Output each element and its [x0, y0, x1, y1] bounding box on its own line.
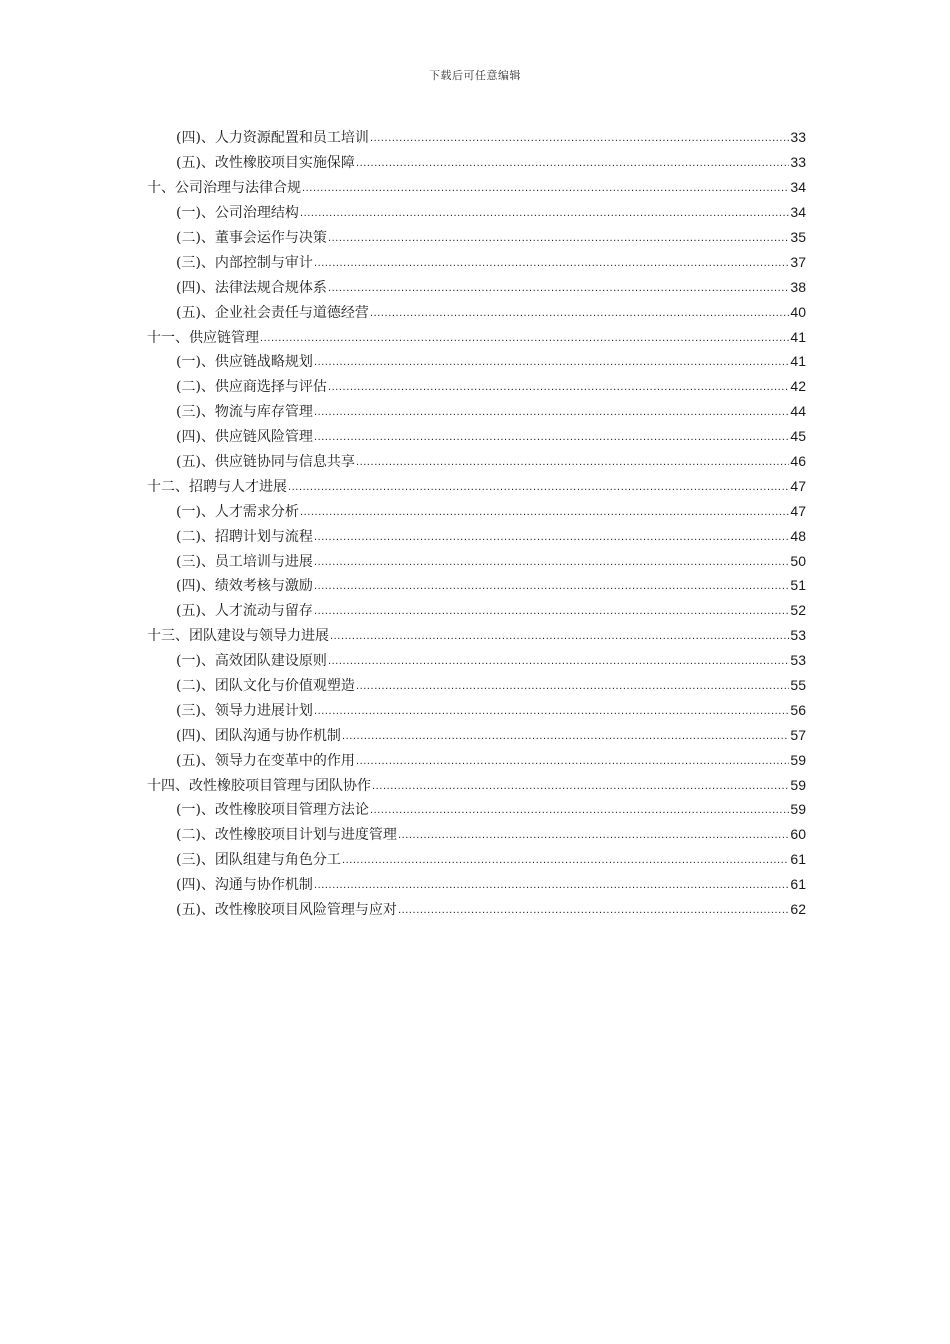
toc-page-number: 55	[790, 677, 806, 694]
toc-dot-leader	[356, 158, 789, 172]
toc-section-entry[interactable]	[147, 872, 806, 897]
toc-page-number: 34	[790, 204, 806, 221]
toc-entry-title: (一)、公司治理结构	[176, 205, 299, 222]
toc-page-number: 57	[790, 726, 806, 743]
toc-page-number: 61	[790, 851, 806, 868]
toc-dot-leader	[314, 581, 789, 595]
toc-section-entry[interactable]	[147, 598, 806, 623]
toc-section-entry[interactable]	[147, 697, 806, 722]
toc-section-entry[interactable]	[147, 225, 806, 250]
toc-section-entry[interactable]	[147, 648, 806, 673]
toc-page-number: 50	[790, 552, 806, 569]
toc-dot-leader	[328, 382, 789, 396]
toc-entry-title: 十、公司治理与法律合规	[147, 180, 301, 197]
toc-section-entry[interactable]	[147, 847, 806, 872]
toc-entry-title: (一)、人才需求分析	[176, 503, 299, 520]
toc-page-number: 41	[790, 328, 806, 345]
toc-entry-title: (四)、团队沟通与协作机制	[176, 727, 341, 744]
toc-entry-title: (二)、改性橡胶项目计划与进度管理	[176, 827, 397, 844]
toc-page-number: 38	[790, 278, 806, 295]
toc-section-entry[interactable]	[147, 722, 806, 747]
toc-entry-title: 十三、团队建设与领导力进展	[147, 628, 329, 645]
toc-page-number: 34	[790, 179, 806, 196]
toc-page-number: 60	[790, 826, 806, 843]
toc-page-number: 47	[790, 502, 806, 519]
toc-entry-title: 十一、供应链管理	[147, 329, 259, 346]
toc-dot-leader	[342, 855, 789, 869]
toc-section-entry[interactable]	[147, 299, 806, 324]
toc-entry-title: (二)、董事会运作与决策	[176, 230, 327, 246]
toc-page-number: 44	[790, 403, 806, 420]
toc-entry-title: (四)、供应链风险管理	[176, 429, 313, 446]
toc-page-number: 56	[790, 701, 806, 718]
toc-dot-leader	[372, 781, 789, 795]
toc-entry-title: 十四、改性橡胶项目管理与团队协作	[147, 777, 371, 794]
toc-dot-leader	[288, 482, 789, 496]
toc-entry-title: (三)、内部控制与审计	[176, 254, 313, 271]
toc-dot-leader	[356, 756, 789, 770]
toc-section-entry[interactable]	[147, 548, 806, 573]
toc-page-number: 51	[790, 577, 806, 594]
toc-section-entry[interactable]	[147, 747, 806, 772]
toc-dot-leader	[356, 457, 789, 471]
toc-page-number: 35	[790, 229, 806, 245]
toc-section-entry[interactable]	[147, 573, 806, 598]
toc-chapter-entry[interactable]	[147, 623, 806, 648]
toc-dot-leader	[314, 432, 789, 446]
toc-page-number: 59	[790, 801, 806, 818]
toc-section-entry[interactable]	[147, 797, 806, 822]
toc-entry-title: (五)、改性橡胶项目实施保障	[176, 155, 355, 172]
toc-chapter-entry[interactable]	[147, 473, 806, 498]
toc-dot-leader	[328, 656, 789, 670]
toc-dot-leader	[314, 407, 789, 421]
toc-dot-leader	[370, 805, 789, 819]
toc-page-number: 53	[790, 627, 806, 644]
toc-dot-leader	[314, 606, 789, 620]
toc-dot-leader	[314, 706, 789, 720]
toc-entry-title: (三)、物流与库存管理	[176, 404, 313, 421]
toc-section-entry[interactable]	[147, 274, 806, 299]
toc-chapter-entry[interactable]	[147, 324, 806, 349]
toc-dot-leader	[302, 183, 789, 197]
toc-section-entry[interactable]	[147, 349, 806, 374]
toc-entry-title: (四)、法律法规合规体系	[176, 279, 327, 296]
toc-page-number: 42	[790, 378, 806, 395]
toc-page-number: 40	[790, 303, 806, 320]
toc-section-entry[interactable]	[147, 897, 806, 922]
toc-entry-title: (三)、员工培训与进展	[176, 553, 313, 570]
toc-entry-title: 十二、招聘与人才进展	[147, 478, 287, 495]
page-header-note: 下载后可任意编辑	[429, 69, 521, 82]
toc-section-entry[interactable]	[147, 673, 806, 698]
toc-entry-title: (四)、绩效考核与激励	[176, 578, 313, 595]
toc-page-number: 41	[790, 353, 806, 370]
toc-entry-title: (二)、团队文化与价值观塑造	[176, 678, 355, 695]
toc-page-number: 33	[790, 129, 806, 146]
toc-page-number: 33	[790, 154, 806, 171]
toc-dot-leader	[328, 233, 789, 247]
toc-page-number: 46	[790, 453, 806, 470]
toc-dot-leader	[342, 731, 789, 745]
toc-page-number: 52	[790, 602, 806, 619]
toc-dot-leader	[314, 880, 789, 894]
toc-dot-leader	[300, 507, 789, 521]
toc-page-number: 62	[790, 901, 806, 918]
toc-page-number: 59	[790, 751, 806, 768]
toc-dot-leader	[398, 905, 789, 919]
toc-entry-title: (二)、招聘计划与流程	[176, 528, 313, 545]
toc-section-entry[interactable]	[147, 374, 806, 399]
toc-section-entry[interactable]	[147, 399, 806, 424]
toc-entry-title: (五)、领导力在变革中的作用	[176, 752, 355, 769]
toc-entry-title: (五)、供应链协同与信息共享	[176, 454, 355, 471]
toc-section-entry[interactable]	[147, 498, 806, 523]
toc-dot-leader	[330, 631, 789, 645]
toc-dot-leader	[314, 258, 789, 272]
toc-dot-leader	[356, 681, 789, 695]
toc-dot-leader	[370, 308, 789, 322]
toc-page-number: 48	[790, 527, 806, 544]
toc-page-number: 61	[790, 876, 806, 893]
toc-dot-leader	[314, 532, 789, 546]
toc-entry-title: (一)、高效团队建设原则	[176, 653, 327, 670]
toc-dot-leader	[260, 333, 789, 347]
toc-page-number: 37	[790, 253, 806, 270]
toc-dot-leader	[300, 208, 789, 222]
toc-section-entry[interactable]	[147, 449, 806, 474]
toc-dot-leader	[370, 133, 789, 147]
toc-chapter-entry[interactable]	[147, 175, 806, 200]
toc-entry-title: (五)、企业社会责任与道德经营	[176, 304, 369, 321]
toc-dot-leader	[314, 557, 789, 571]
toc-entry-title: (三)、团队组建与角色分工	[176, 852, 341, 869]
toc-section-entry[interactable]	[147, 150, 806, 175]
toc-page-number: 59	[790, 776, 806, 793]
table-of-contents	[147, 125, 806, 922]
toc-page-number: 45	[790, 428, 806, 445]
toc-section-entry[interactable]	[147, 822, 806, 847]
toc-entry-title: (五)、人才流动与留存	[176, 603, 313, 620]
toc-page-number: 47	[790, 477, 806, 494]
toc-dot-leader	[314, 357, 789, 371]
toc-entry-title: (一)、改性橡胶项目管理方法论	[176, 802, 369, 819]
toc-chapter-entry[interactable]	[147, 772, 806, 797]
toc-entry-title: (五)、改性橡胶项目风险管理与应对	[176, 902, 397, 919]
toc-page-number: 53	[790, 652, 806, 669]
toc-dot-leader	[328, 283, 789, 297]
toc-section-entry[interactable]	[147, 125, 806, 150]
toc-dot-leader	[398, 830, 789, 844]
toc-entry-title: (一)、供应链战略规划	[176, 354, 313, 371]
toc-section-entry[interactable]	[147, 249, 806, 274]
toc-entry-title: (四)、沟通与协作机制	[176, 877, 313, 894]
toc-section-entry[interactable]	[147, 424, 806, 449]
toc-section-entry[interactable]	[147, 523, 806, 548]
toc-entry-title: (二)、供应商选择与评估	[176, 379, 327, 396]
toc-entry-title: (四)、人力资源配置和员工培训	[176, 130, 369, 147]
toc-section-entry[interactable]	[147, 200, 806, 225]
toc-entry-title: (三)、领导力进展计划	[176, 702, 313, 719]
